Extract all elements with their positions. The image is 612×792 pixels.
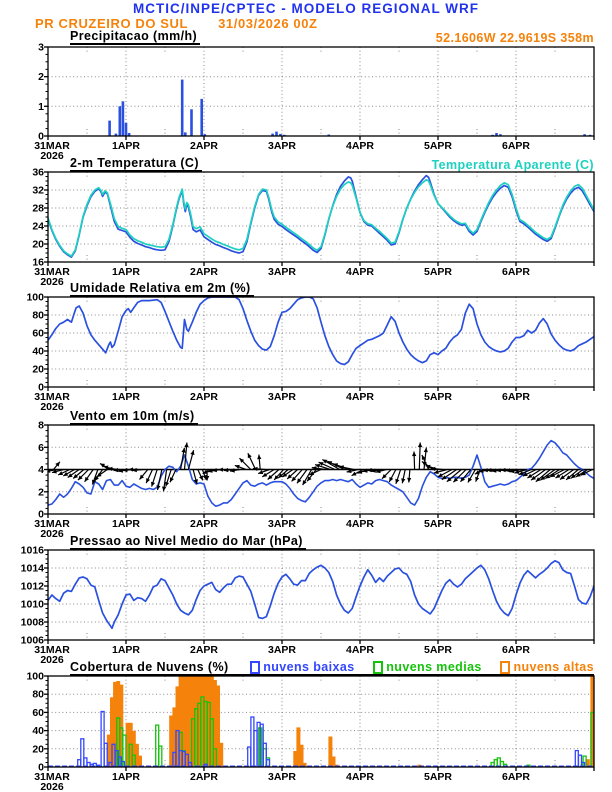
svg-text:1008: 1008	[20, 616, 44, 629]
svg-text:4APR: 4APR	[345, 644, 375, 656]
svg-text:1APR: 1APR	[111, 644, 141, 656]
svg-text:100: 100	[26, 291, 44, 304]
svg-text:1APR: 1APR	[111, 140, 141, 152]
svg-text:6APR: 6APR	[501, 140, 531, 152]
svg-text:2APR: 2APR	[189, 391, 219, 403]
svg-text:3APR: 3APR	[267, 140, 297, 152]
low-clouds-label: nuvens baixas	[263, 660, 355, 674]
svg-text:2026: 2026	[40, 781, 64, 792]
svg-text:5APR: 5APR	[423, 266, 453, 278]
svg-text:0: 0	[38, 381, 44, 394]
svg-text:1010: 1010	[20, 598, 44, 611]
station-name: PR CRUZEIRO DO SUL	[35, 16, 189, 31]
svg-text:20: 20	[32, 363, 44, 376]
svg-text:2APR: 2APR	[189, 140, 219, 152]
precipitation-plot	[0, 37, 612, 166]
svg-text:2: 2	[38, 486, 44, 499]
svg-text:20: 20	[32, 743, 44, 756]
svg-text:31MAR: 31MAR	[34, 140, 70, 152]
svg-text:24: 24	[32, 220, 44, 233]
svg-text:16: 16	[32, 256, 44, 269]
svg-text:1APR: 1APR	[111, 391, 141, 403]
svg-text:1016: 1016	[20, 544, 44, 557]
svg-text:0: 0	[38, 761, 44, 774]
run-datetime: 31/03/2026 00Z	[218, 16, 318, 31]
svg-text:1006: 1006	[20, 634, 44, 647]
temperature-title: 2-m Temperatura (C)	[70, 156, 202, 172]
svg-text:6APR: 6APR	[501, 518, 531, 530]
svg-text:3APR: 3APR	[267, 771, 297, 783]
svg-text:2APR: 2APR	[189, 771, 219, 783]
svg-text:0: 0	[38, 508, 44, 521]
svg-text:2APR: 2APR	[189, 644, 219, 656]
svg-text:4APR: 4APR	[345, 140, 375, 152]
svg-text:31MAR: 31MAR	[34, 266, 70, 278]
svg-text:8: 8	[38, 419, 44, 432]
svg-text:1APR: 1APR	[111, 518, 141, 530]
svg-text:32: 32	[32, 184, 44, 197]
svg-text:28: 28	[32, 202, 44, 215]
cloud-cover-title: Cobertura de Nuvens (%)	[70, 660, 229, 674]
svg-text:5APR: 5APR	[423, 391, 453, 403]
svg-text:3APR: 3APR	[267, 644, 297, 656]
pressure-plot	[0, 540, 612, 670]
svg-text:60: 60	[32, 327, 44, 340]
svg-text:2026: 2026	[40, 528, 64, 540]
svg-text:2026: 2026	[40, 150, 64, 162]
svg-text:2: 2	[38, 71, 44, 84]
svg-text:4APR: 4APR	[345, 771, 375, 783]
high-clouds-label: nuvens altas	[513, 660, 594, 674]
svg-text:1014: 1014	[20, 562, 44, 575]
svg-text:5APR: 5APR	[423, 771, 453, 783]
svg-text:60: 60	[32, 706, 44, 719]
svg-text:5APR: 5APR	[423, 518, 453, 530]
svg-text:4APR: 4APR	[345, 266, 375, 278]
svg-text:80: 80	[32, 688, 44, 701]
cloud-cover-plot	[0, 666, 612, 792]
precipitation-title: Precipitacao (mm/h)	[70, 29, 200, 45]
svg-text:5APR: 5APR	[423, 140, 453, 152]
svg-text:0: 0	[38, 130, 44, 143]
svg-text:5APR: 5APR	[423, 644, 453, 656]
svg-text:4: 4	[38, 464, 44, 476]
svg-text:40: 40	[32, 725, 44, 738]
svg-text:1012: 1012	[20, 580, 44, 593]
svg-text:6APR: 6APR	[501, 266, 531, 278]
svg-text:2026: 2026	[40, 401, 64, 413]
pressure-title: Pressao ao Nivel Medio do Mar (hPa)	[70, 534, 306, 550]
svg-text:2026: 2026	[40, 276, 64, 288]
svg-text:80: 80	[32, 309, 44, 322]
svg-text:2APR: 2APR	[189, 266, 219, 278]
svg-text:1APR: 1APR	[111, 266, 141, 278]
svg-text:6APR: 6APR	[501, 391, 531, 403]
svg-text:3APR: 3APR	[267, 266, 297, 278]
svg-text:1APR: 1APR	[111, 771, 141, 783]
svg-text:2026: 2026	[40, 654, 64, 666]
svg-text:31MAR: 31MAR	[34, 771, 70, 783]
svg-text:100: 100	[26, 670, 44, 683]
mid-clouds-label: nuvens medias	[386, 660, 482, 674]
svg-text:2APR: 2APR	[189, 518, 219, 530]
svg-text:6APR: 6APR	[501, 644, 531, 656]
svg-text:40: 40	[32, 345, 44, 358]
humidity-plot	[0, 287, 612, 417]
svg-text:31MAR: 31MAR	[34, 644, 70, 656]
wind-title: Vento em 10m (m/s)	[70, 409, 198, 425]
svg-text:3: 3	[38, 41, 44, 54]
page-title: MCTIC/INPE/CPTEC - MODELO REGIONAL WRF	[133, 1, 479, 16]
svg-text:31MAR: 31MAR	[34, 391, 70, 403]
svg-text:3APR: 3APR	[267, 518, 297, 530]
wind-plot	[0, 415, 612, 544]
svg-text:1: 1	[38, 100, 44, 113]
apparent-temperature-label: Temperatura Aparente (C)	[431, 158, 594, 172]
svg-text:6APR: 6APR	[501, 771, 531, 783]
svg-text:3APR: 3APR	[267, 391, 297, 403]
temperature-plot	[0, 162, 612, 292]
svg-text:4APR: 4APR	[345, 391, 375, 403]
svg-text:4APR: 4APR	[345, 518, 375, 530]
svg-text:6: 6	[38, 441, 44, 454]
station-coordinates: 52.1606W 22.9619S 358m	[435, 31, 594, 45]
svg-text:31MAR: 31MAR	[34, 518, 70, 530]
svg-text:36: 36	[32, 166, 44, 179]
svg-text:20: 20	[32, 238, 44, 251]
humidity-title: Umidade Relativa em 2m (%)	[70, 281, 254, 297]
